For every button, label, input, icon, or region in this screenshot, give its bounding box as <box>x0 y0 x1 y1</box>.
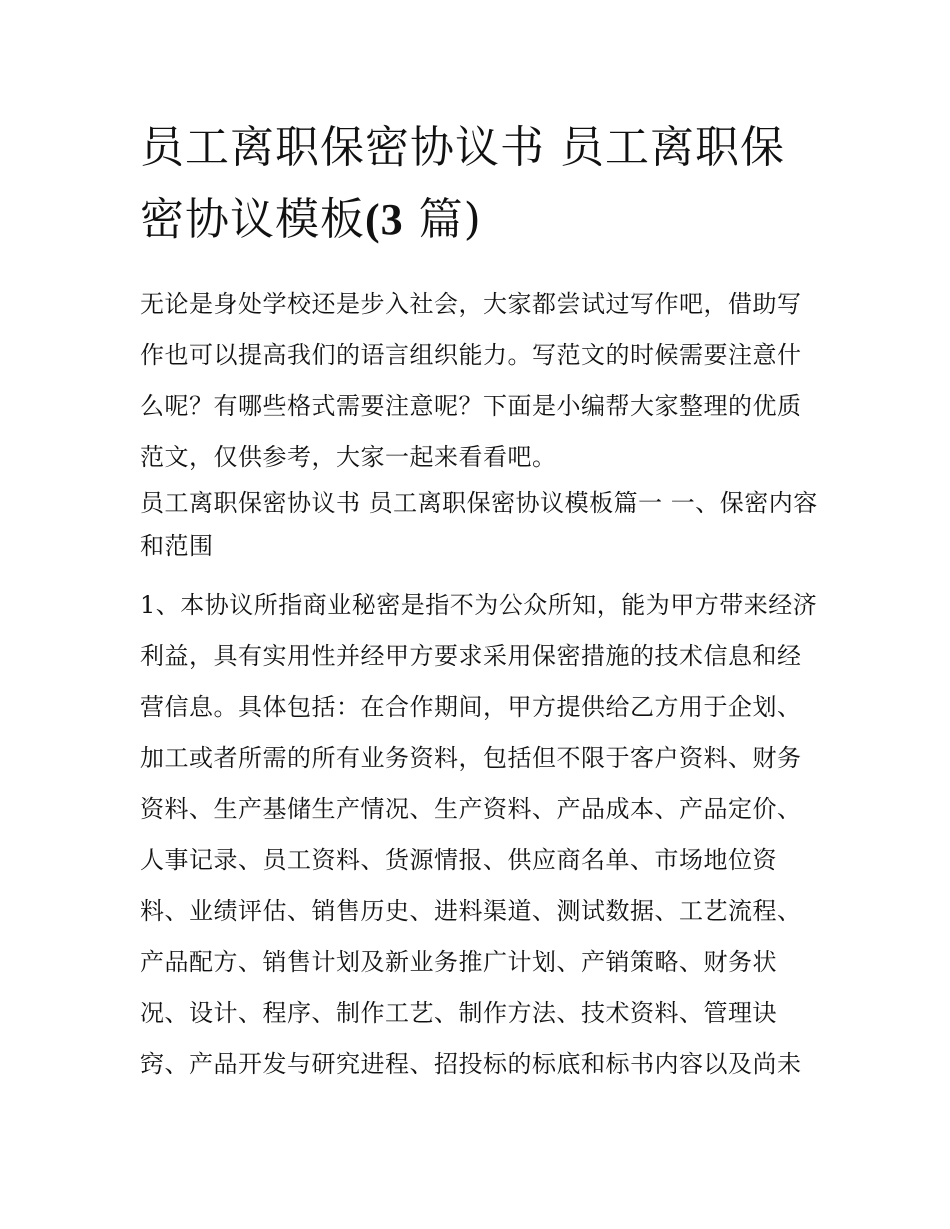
clause-paragraph: 1、本协议所指商业秘密是指不为公众所知，能为甲方带来经济利益，具有实用性并经甲方要求采用保密措施的技术信息和经营信息。具体包括：在合作期间，甲方提供给乙方用于企划、加工或者所需的所有业务资料，包括但不限于客户资料、财务资料、生产基储生产情况、生产资料、产品成本、产品定价、人事记录、员工资料、货源情报、供应商名单、市场地位资料、业绩评估、销售历史、进料渠道、测试数据、工艺流程、产品配方、销售计划及新业务推广计划、产销策略、财务状况、设计、程序、制作工艺、制作方法、技术资料、管理诀窍、产品开发与研究进程、招投标的标底和标书内容以及尚未 <box>140 591 818 1078</box>
intro-paragraph: 无论是身处学校还是步入社会，大家都尝试过写作吧，借助写作也可以提高我们的语言组织能力。写范文的时候需要注意什么呢？有哪些格式需要注意呢？下面是小编帮大家整理的优质范文，仅供参考，大家一起来看看吧。 <box>140 290 802 471</box>
section-heading: 员工离职保密协议书 员工离职保密协议模板篇一 一、保密内容和范围 <box>140 489 818 560</box>
document-title <box>140 112 820 256</box>
title-count: (3 <box>365 195 404 244</box>
title-text: 员工离职保密协议书 员工离职保密协议模板 <box>140 122 785 245</box>
title-suffix: 篇) <box>403 194 482 245</box>
